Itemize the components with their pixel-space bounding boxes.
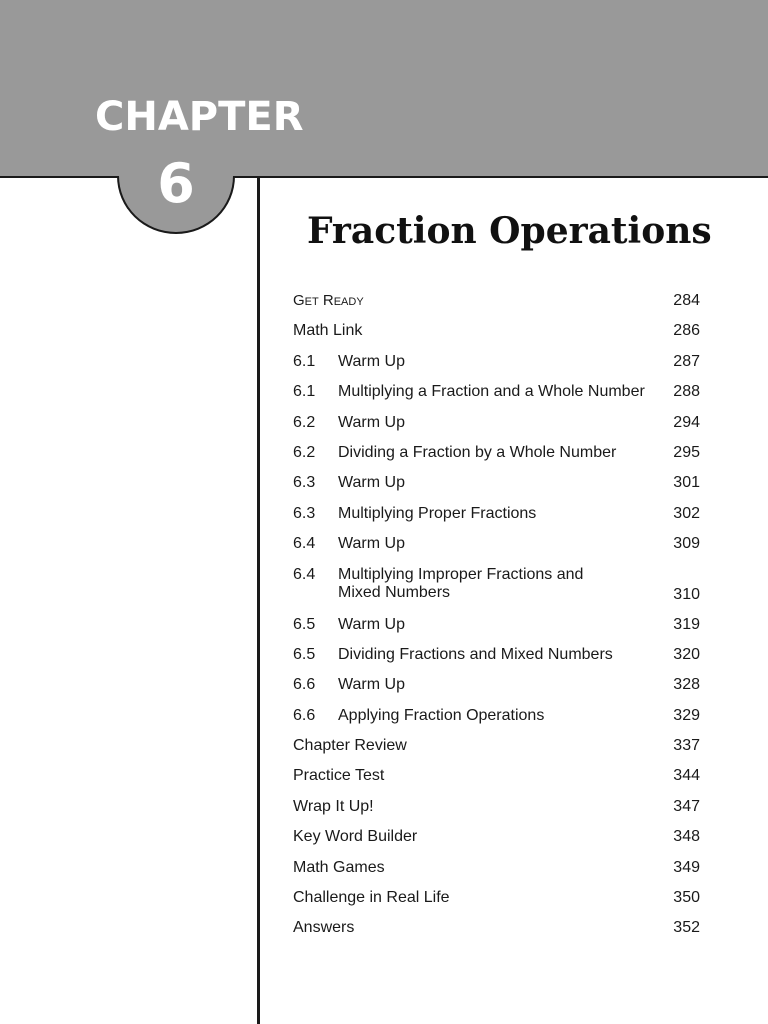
toc-entry-title-line: Get Ready <box>293 292 364 309</box>
toc-entry[interactable] <box>293 672 703 702</box>
toc-section-number: 6.5 <box>293 615 316 633</box>
toc-entry[interactable] <box>293 288 703 318</box>
toc-page-number: 287 <box>673 352 700 370</box>
toc-entry-title-line: Multiplying Proper Fractions <box>338 504 537 522</box>
toc-entry-title-line-2: Mixed Numbers <box>338 583 451 601</box>
toc-entry-title-line: Math Games <box>293 858 385 876</box>
toc-entry-title <box>338 676 405 694</box>
toc-section-number: 6.1 <box>293 352 316 370</box>
toc-page-number: 352 <box>673 919 700 937</box>
toc-entry[interactable] <box>293 318 703 348</box>
toc-page-number: 320 <box>673 645 700 663</box>
toc-entry-title <box>338 566 583 602</box>
toc-entry-title-line: Challenge in Real Life <box>293 889 450 907</box>
toc-entry[interactable] <box>293 763 703 793</box>
toc-entry[interactable] <box>293 794 703 824</box>
toc-entry[interactable] <box>293 824 703 854</box>
toc-section-number: 6.5 <box>293 645 316 663</box>
toc-entry[interactable] <box>293 855 703 885</box>
toc-entry[interactable] <box>293 531 703 561</box>
toc-entry[interactable] <box>293 410 703 440</box>
toc-entry[interactable] <box>293 733 703 763</box>
toc-entry-title-line: Warm Up <box>338 676 405 694</box>
toc-entry-title-line: Wrap It Up! <box>293 797 374 815</box>
toc-entry[interactable] <box>293 440 703 470</box>
toc-entry-title <box>293 919 354 937</box>
toc-entry-title <box>338 383 645 401</box>
toc-entry-title <box>338 444 616 462</box>
toc-section-number: 6.2 <box>293 443 316 461</box>
toc-entry[interactable] <box>293 642 703 672</box>
toc-entry-title-line: Warm Up <box>338 535 405 553</box>
toc-page-number: 286 <box>673 322 700 340</box>
toc-entry-title <box>293 828 417 846</box>
toc-page-number: 337 <box>673 737 700 755</box>
toc-page-number: 319 <box>673 615 700 633</box>
toc-section-number: 6.1 <box>293 383 316 401</box>
toc-entry[interactable] <box>293 562 703 612</box>
toc-entry[interactable] <box>293 612 703 642</box>
toc-entry-title-line: Key Word Builder <box>293 828 418 846</box>
toc-entry-title-line: Practice Test <box>293 767 385 785</box>
toc-entry-title-line: Multiplying a Fraction and a Whole Number <box>338 383 645 401</box>
toc-entry[interactable] <box>293 379 703 409</box>
toc-section-number: 6.3 <box>293 504 316 522</box>
toc-entry[interactable] <box>293 470 703 500</box>
toc-page-number: 302 <box>673 504 700 522</box>
chapter-label: CHAPTER <box>95 94 304 140</box>
toc-section-number: 6.6 <box>293 706 316 724</box>
toc-section-number: 6.3 <box>293 474 316 492</box>
toc-entry[interactable] <box>293 501 703 531</box>
toc-page-number: 301 <box>673 474 700 492</box>
toc-entry[interactable] <box>293 885 703 915</box>
toc-page-number: 350 <box>673 889 700 907</box>
toc-entry[interactable] <box>293 349 703 379</box>
toc-entry-title-line: Warm Up <box>338 615 405 633</box>
toc-entry-title <box>338 535 405 553</box>
toc-page-number: 347 <box>673 797 700 815</box>
toc-entry-title <box>338 646 613 664</box>
toc-entry[interactable] <box>293 703 703 733</box>
toc-page-number: 344 <box>673 767 700 785</box>
toc-entry-title <box>338 707 544 725</box>
toc-entry-title <box>338 505 536 523</box>
toc-entry-title-line: Answers <box>293 919 355 937</box>
toc-entry-title-line: Applying Fraction Operations <box>338 706 545 724</box>
toc-entry-title-line: Dividing a Fraction by a Whole Number <box>338 443 617 461</box>
toc-entry-title <box>338 616 405 634</box>
toc-page-number: 288 <box>673 383 700 401</box>
toc-entry-title <box>293 322 362 340</box>
toc-entry-title <box>293 737 407 755</box>
toc-page-number: 284 <box>673 292 700 309</box>
toc-entry-title <box>293 859 385 877</box>
toc-entry-title-line: Warm Up <box>338 352 405 370</box>
toc-page-number: 349 <box>673 858 700 876</box>
toc-page-number: 295 <box>673 443 700 461</box>
toc-entry[interactable] <box>293 915 703 945</box>
toc-entry-title-line: Warm Up <box>338 474 405 492</box>
table-of-contents <box>293 288 703 946</box>
toc-page-number: 310 <box>673 585 700 603</box>
toc-section-number: 6.6 <box>293 676 316 694</box>
toc-entry-title <box>293 889 450 907</box>
toc-entry-title <box>293 292 364 310</box>
toc-page-number: 329 <box>673 706 700 724</box>
toc-page-number: 328 <box>673 676 700 694</box>
toc-entry-title-line: Chapter Review <box>293 737 407 755</box>
toc-section-number: 6.2 <box>293 413 316 431</box>
toc-entry-title <box>338 414 405 432</box>
vertical-divider <box>257 178 260 1024</box>
toc-entry-title-line: Warm Up <box>338 413 405 431</box>
toc-entry-title <box>293 767 384 785</box>
toc-section-number: 6.4 <box>293 565 316 583</box>
toc-entry-title-line: Dividing Fractions and Mixed Numbers <box>338 645 613 663</box>
toc-entry-title-line: Multiplying Improper Fractions and <box>338 565 584 583</box>
toc-entry-title <box>338 474 405 492</box>
toc-entry-title-line: Math Link <box>293 322 363 340</box>
toc-page-number: 309 <box>673 535 700 553</box>
toc-page-number: 348 <box>673 828 700 846</box>
toc-section-number: 6.4 <box>293 535 316 553</box>
toc-page-number: 294 <box>673 413 700 431</box>
toc-entry-title <box>338 353 405 371</box>
page-title: Fraction Operations <box>307 210 712 252</box>
toc-entry-title <box>293 798 374 816</box>
